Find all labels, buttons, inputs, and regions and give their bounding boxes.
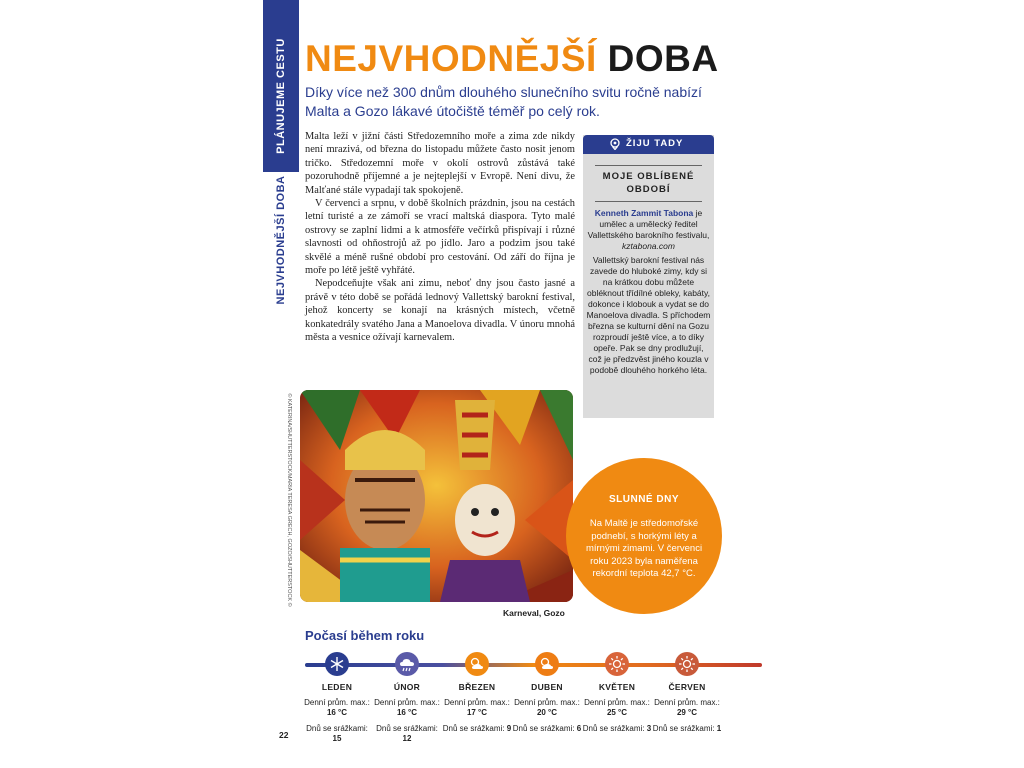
carnival-photo xyxy=(300,390,573,602)
photo-caption: Karneval, Gozo xyxy=(503,608,565,618)
month-rain-days: Dnů se srážkami: 1 xyxy=(652,724,722,733)
local-tip-header xyxy=(583,135,714,154)
weather-month xyxy=(512,652,582,734)
month-temperature: Denní prům. max.: 25 °C xyxy=(584,698,650,717)
local-tip-header-label: ŽIJU TADY xyxy=(626,138,684,149)
sunny-days-text: Na Maltě je středomořské podnebí, s horkými léty a mírnými zimami. V červenci roku 2023 byla naměřena rekordní teplota 42,7 °C. xyxy=(585,518,703,579)
page-number: 22 xyxy=(279,730,289,740)
weather-month xyxy=(652,652,722,734)
divider xyxy=(595,201,702,202)
section-label: PLÁNUJEME CESTU xyxy=(275,38,287,154)
local-tip-title: MOJE OBLÍBENÉ OBDOBÍ xyxy=(602,171,695,195)
month-name: BŘEZEN xyxy=(458,682,496,692)
month-name: ÚNOR xyxy=(393,682,421,692)
weather-month xyxy=(372,652,442,744)
author-name: Kenneth Zammit Tabona xyxy=(594,208,694,218)
body-paragraph: Malta leží v jižní části Středozemního moře a zima zde nikdy není mrazivá, od března do listopadu můžete často nosit jenom tričko. Středozemní moře v okolí ostrovů zůstává také pozoruhodně příjemné a je nejteplejší v Evropě. Není divu, že Malťané stále vypadají tak spokojeně. xyxy=(305,131,575,196)
title-highlight: NEJVHODNĚJŠÍ xyxy=(305,38,597,79)
lead-paragraph: Díky více než 300 dnům dlouhého slunečního svitu ročně nabízí Malta a Gozo lákavé útočiště téměř po celý rok. xyxy=(305,84,702,119)
author-description: je umělec a umělecký ředitel Vallettského barokního festivalu, xyxy=(587,208,710,240)
month-name: LEDEN xyxy=(321,682,353,692)
local-tip-text: Vallettský barokní festival nás zavede do hluboké zimy, kdy si na krátkou dobu můžete obléknout třídílné obleky, kabáty, dokonce i klobouk a vydat se do Manoelova divadla. S příchodem března se kulturní dění na Gozu rozproudí ještě více, a to díky opeře. Pak se dny prodlužují, což je předzvěst jiného kouzla v podobě dlouhého horkého léta. xyxy=(586,255,711,375)
carnival-photo-illustration xyxy=(300,390,573,602)
month-temperature: Denní prům. max.: 16 °C xyxy=(374,698,440,717)
section-tab xyxy=(263,0,299,172)
month-name: KVĚTEN xyxy=(598,682,636,692)
snowflake-icon xyxy=(325,652,349,676)
sunny-days-callout xyxy=(566,458,722,614)
month-name: ČERVEN xyxy=(668,682,706,692)
body-text xyxy=(305,130,575,345)
location-pin-icon xyxy=(609,138,621,150)
sun-icon xyxy=(605,652,629,676)
author-website: kztabona.com xyxy=(622,241,675,251)
photo-credit: © KATERINA/SHUTTERSTOCK/MARIA TERESA GRECH, GOZO/SHUTTERSTOCK © xyxy=(286,393,292,607)
weather-month xyxy=(302,652,372,744)
body-paragraph: V červenci a srpnu, v době školních prázdnin, jsou na cestách letní turisté a ze zámoří se vrací maltská diaspora. Tyto malé ostrovy se zaplní lidmi a k atmosféře večírků přispívají i různé slavnosti od ohňostrojů až po jídlo. Jaro a podzim jsou také skvělé a méně rušné období pro cestování. Od září do října je moře po létě ještě vyhřáté. xyxy=(305,198,575,277)
title-rest: DOBA xyxy=(607,38,719,79)
month-temperature: Denní prům. max.: 16 °C xyxy=(304,698,370,717)
month-rain-days: Dnů se srážkami: 6 xyxy=(512,724,582,733)
month-rain-days: Dnů se srážkami: 15 xyxy=(306,724,368,743)
weather-title: Počasí během roku xyxy=(305,628,425,643)
sunny-days-title: SLUNNÉ DNY xyxy=(608,494,679,505)
month-temperature: Denní prům. max.: 20 °C xyxy=(514,698,580,717)
month-rain-days: Dnů se srážkami: 3 xyxy=(582,724,652,733)
divider xyxy=(595,165,702,166)
weather-month xyxy=(582,652,652,734)
sun-cloud-icon xyxy=(465,652,489,676)
body-paragraph: Nepodceňujte však ani zimu, neboť dny jsou často jasné a právě v této době se pořádá lednový Vallettský barokní festival, jehož koncerty se konají na krásných místech, včetně konkatedrály svatého Jana a Manoelova divadla. V únoru mnohá města a vesnice ožívají karnevalem. xyxy=(305,278,575,344)
page-title xyxy=(305,38,719,80)
month-temperature: Denní prům. max.: 29 °C xyxy=(654,698,720,717)
weather-month xyxy=(442,652,512,734)
sun-cloud-icon xyxy=(535,652,559,676)
sun-icon xyxy=(675,652,699,676)
month-temperature: Denní prům. max.: 17 °C xyxy=(444,698,510,717)
local-tip-box xyxy=(583,135,714,418)
month-name: DUBEN xyxy=(531,682,563,692)
local-tip-author xyxy=(583,208,714,252)
month-rain-days: Dnů se srážkami: 12 xyxy=(376,724,438,743)
rain-cloud-icon xyxy=(395,652,419,676)
topic-label: NEJVHODNĚJŠÍ DOBA xyxy=(275,175,287,305)
month-rain-days: Dnů se srážkami: 9 xyxy=(442,724,512,733)
side-tab xyxy=(263,0,299,305)
